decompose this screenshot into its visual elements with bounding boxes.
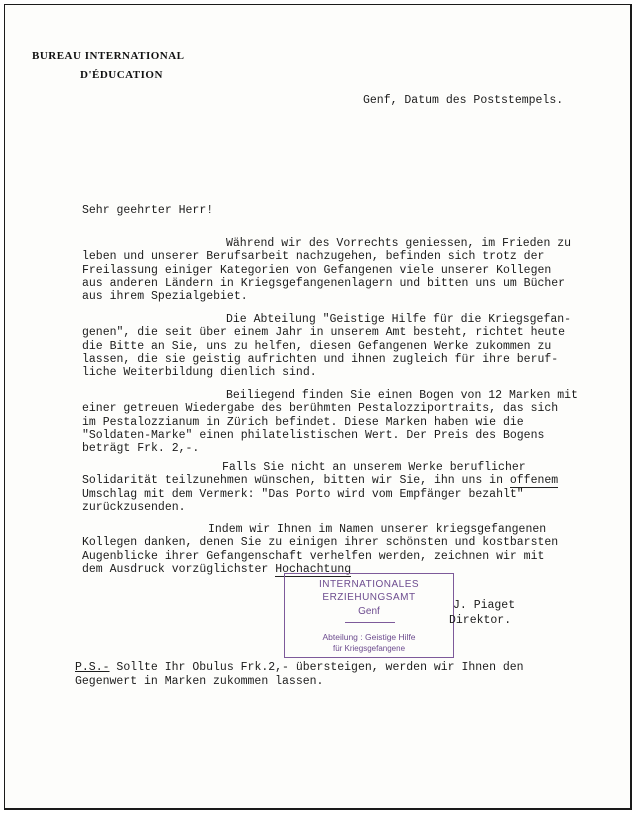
postscript-line-2: Gegenwert in Marken zukommen lassen. <box>75 674 324 688</box>
paragraph-4 <box>82 461 617 514</box>
paragraph-2 <box>82 313 617 379</box>
paragraph-3-body: einer getreuen Wiedergabe des berühmten Pestalozziportraits, das sich im Pestalozzianum in Zürich befindet. Diese Marken haben wie die "Soldaten-Marke" einen philatelistischen Wert. Der Preis des Bogens beträgt Frk. 2,-. <box>82 402 559 456</box>
postscript-label: P.S.- <box>75 661 110 674</box>
signature-name: J. Piaget <box>453 599 516 612</box>
postscript <box>75 661 620 688</box>
stamp-divider <box>345 622 395 623</box>
stamp-line-5: für Kriegsgefangene <box>332 644 406 653</box>
paragraph-4-first-line: Falls Sie nicht an unserem Werke beruflicher <box>222 461 526 474</box>
paragraph-5-closing: dem Ausdruck vorzüglichster <box>82 562 276 576</box>
paragraph-5-first-line: Indem wir Ihnen im Namen unserer kriegsgefangenen <box>208 523 547 536</box>
stamp-line-4: Abteilung : Geistige Hilfe <box>322 632 416 642</box>
paragraph-3 <box>82 389 617 455</box>
paragraph-1-body: leben und unserer Berufsarbeit nachzugehen, befinden sich trotz der Freilassung einiger Kategorien von Gefangenen viele unserer Kollegen aus anderen Ländern in Kriegsgefangenenlagern und bitten uns um Bücher aus ihrem Spezialgebiet. <box>82 250 566 304</box>
paragraph-1-first-line: Während wir des Vorrechts geniessen, im Frieden zu <box>226 237 572 250</box>
paragraph-2-body: genen", die seit über einem Jahr in unserem Amt besteht, richtet heute die Bitte an Sie, uns zu helfen, diesen Gefangenen Werke zukommen zu lassen, die sie geistig aufrichten und ihnen zugleich für ihre beruf- liche Weiterbildung dienlich sind. <box>82 326 566 380</box>
letterhead-line-2: D'ÉDUCATION <box>80 69 163 81</box>
underlined-offenem: offenem <box>509 474 559 488</box>
stamp-line-1: INTERNATIONALES <box>318 579 420 590</box>
letterhead <box>32 47 185 85</box>
underlined-hochachtung: Hochachtung <box>275 562 352 576</box>
stamp-line-2: ERZIEHUNGSAMT <box>322 592 416 603</box>
salutation: Sehr geehrter Herr! <box>82 204 214 217</box>
dateline: Genf, Datum des Poststempels. <box>363 94 564 107</box>
letterhead-line-1: BUREAU INTERNATIONAL <box>32 50 185 62</box>
paragraph-3-first-line: Beiliegend finden Sie einen Bogen von 12 Marken mit <box>226 389 578 402</box>
paragraph-2-first-line: Die Abteilung "Geistige Hilfe für die Kriegsgefan- <box>226 313 572 326</box>
paragraph-4-line-2: Solidarität teilzunehmen wünschen, bitten wir Sie, ihn uns in <box>82 474 510 488</box>
postscript-line-1: Sollte Ihr Obulus Frk.2,- übersteigen, werden wir Ihnen den <box>109 661 524 674</box>
paragraph-5-body: Kollegen danken, denen Sie zu einigen ihrer schönsten und kostbarsten Augenblicke ihrer Gefangenschaft verhelfen werden, zeichnen wir mit <box>82 536 559 563</box>
paragraph-5 <box>82 523 617 576</box>
paragraph-4-body: Umschlag mit dem Vermerk: "Das Porto wird vom Empfänger bezahlt" zurückzusenden. <box>82 487 524 514</box>
stamp-line-3: Genf <box>358 606 380 617</box>
institution-stamp <box>284 573 454 658</box>
paragraph-1 <box>82 237 617 303</box>
signature-title: Direktor. <box>449 614 512 627</box>
